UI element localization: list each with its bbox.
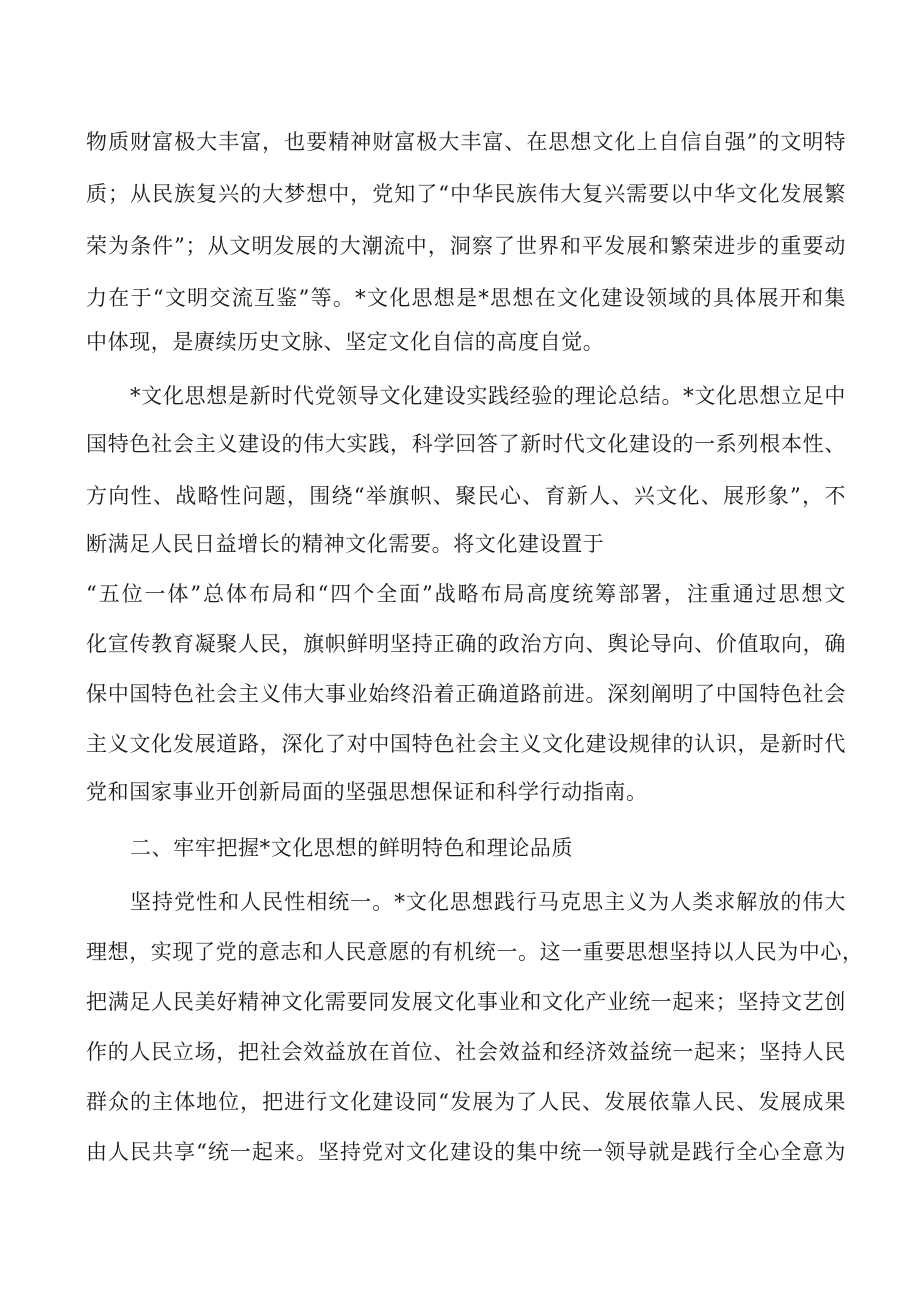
text-line: 由人民共享“统一起来。坚持党对文化建设的集中统一领导就是践行全心全意为 xyxy=(86,1140,846,1164)
text-line: 党和国家事业开创新局面的坚强思想保证和科学行动指南。 xyxy=(86,780,648,804)
text-line: 把满足人民美好精神文化需要同发展文化事业和文化产业统一起来；坚持文艺创 xyxy=(86,990,846,1014)
text-line: 断满足人民日益增长的精神文化需要。将文化建设置于 xyxy=(86,532,605,556)
text-line: 理想，实现了党的意志和人民意愿的有机统一。这一重要思想坚持以人民为中心， xyxy=(86,940,864,964)
text-line: *文化思想是新时代党领导文化建设实践经验的理论总结。*文化思想立足中 xyxy=(130,384,846,408)
text-line: 中体现，是赓续历史文脉、坚定文化自信的高度自觉。 xyxy=(86,330,605,354)
text-line: 国特色社会主义建设的伟大实践，科学回答了新时代文化建设的一系列根本性、 xyxy=(86,432,846,456)
text-line: 荣为条件”；从文明发展的大潮流中，洞察了世界和平发展和繁荣进步的重要动 xyxy=(86,234,846,258)
text-line: 质；从民族复兴的大梦想中，党知了“中华民族伟大复兴需要以中华文化发展繁 xyxy=(86,182,846,206)
text-line: 保中国特色社会主义伟大事业始终沿着正确道路前进。深刻阐明了中国特色社会 xyxy=(86,682,846,706)
text-line: “五位一体”总体布局和“四个全面”战略布局高度统筹部署，注重通过思想文 xyxy=(86,582,846,606)
text-line: 主义文化发展道路，深化了对中国特色社会主义文化建设规律的认识，是新时代 xyxy=(86,732,846,756)
text-line: 化宣传教育凝聚人民，旗帜鲜明坚持正确的政治方向、舆论导向、价值取向，确 xyxy=(86,632,846,656)
heading-text: 二、牢牢把握*文化思想的鲜明特色和理论品质 xyxy=(130,836,574,860)
text-line: 群众的主体地位，把进行文化建设同“发展为了人民、发展依靠人民、发展成果 xyxy=(86,1090,846,1114)
text-line: 物质财富极大丰富，也要精神财富极大丰富、在思想文化上自信自强”的文明特 xyxy=(86,130,846,154)
text-line: 坚持党性和人民性相统一。*文化思想践行马克思主义为人类求解放的伟大 xyxy=(130,890,846,914)
text-line: 力在于“文明交流互鉴”等。*文化思想是*思想在文化建设领域的具体展开和集 xyxy=(86,286,846,310)
text-line: 作的人民立场，把社会效益放在首位、社会效益和经济效益统一起来；坚持人民 xyxy=(86,1040,846,1064)
text-line: 方向性、战略性问题，围绕“举旗帜、聚民心、育新人、兴文化、展形象”，不 xyxy=(86,484,846,508)
